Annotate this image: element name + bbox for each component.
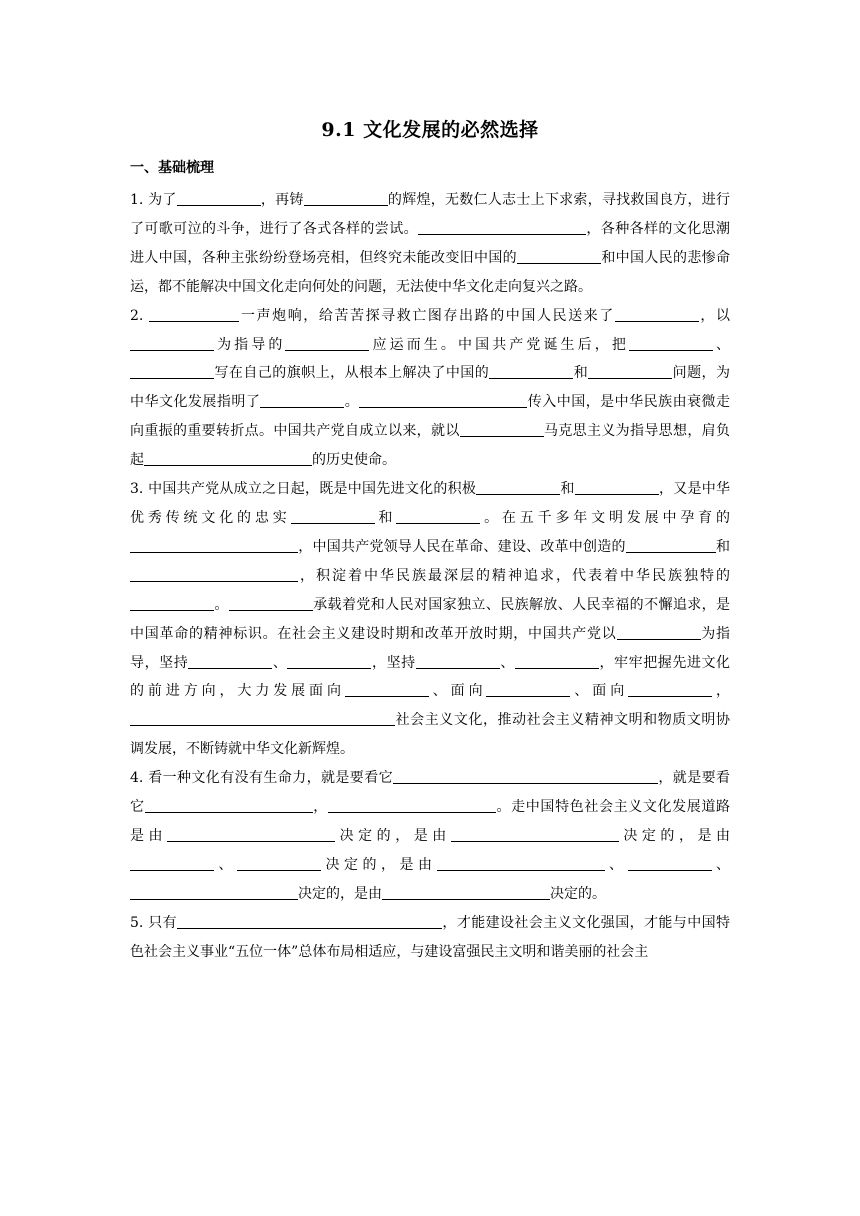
question-text: 和 [374, 509, 397, 526]
question-text: 2. [130, 307, 144, 324]
question-text: ， [312, 799, 328, 816]
fill-blank[interactable] [177, 191, 261, 206]
question-text: ，就是要看它 [130, 770, 730, 816]
question-text: 决定的，是由 [321, 856, 437, 873]
question-text: 承载着党和人民对国家独立、民族解放、人民幸福的不懈追求，是中国革命的精神标识。在社会主义建设时期和改革开放时期，中国共产党以 [130, 596, 731, 642]
fill-blank[interactable] [345, 682, 429, 697]
fill-blank[interactable] [130, 336, 214, 351]
fill-blank[interactable] [287, 654, 371, 669]
fill-blank[interactable] [617, 625, 701, 640]
question-4 [130, 764, 730, 909]
question-text: ，坚持 [371, 654, 416, 671]
question-text: 和 [560, 481, 575, 498]
fill-blank[interactable] [517, 249, 601, 264]
question-2 [130, 302, 730, 475]
question-text: 和 [715, 538, 731, 555]
question-text: ，中国共产党领导人民在革命、建设、改革中创造的 [298, 538, 626, 555]
page-title: 9.1 文化发展的必然选择 [321, 119, 539, 141]
question-text: 4. 看一种文化有没有生命力，就是要看它 [130, 770, 393, 787]
fill-blank[interactable] [130, 856, 214, 871]
fill-blank[interactable] [393, 769, 658, 784]
fill-blank[interactable] [629, 336, 713, 351]
fill-blank[interactable] [145, 798, 313, 813]
fill-blank[interactable] [615, 307, 699, 322]
question-1 [130, 186, 730, 302]
fill-blank[interactable] [144, 451, 312, 466]
question-text: 、 [499, 654, 515, 671]
fill-blank[interactable] [130, 711, 395, 726]
question-text: ，再铸 [260, 192, 304, 208]
question-text: 决定的，是由 [618, 827, 731, 844]
fill-blank[interactable] [628, 856, 712, 871]
fill-blank[interactable] [130, 596, 214, 611]
fill-blank[interactable] [575, 480, 659, 495]
question-text: 、面向 [428, 683, 487, 700]
question-text: 和中国人民的悲惨命运，都不能解决中国文化走向何处的问题，无法使中华文化走向复兴之路。 [130, 249, 730, 295]
fill-blank[interactable] [515, 654, 599, 669]
fill-blank[interactable] [437, 856, 605, 871]
fill-blank[interactable] [328, 798, 496, 813]
fill-blank[interactable] [588, 364, 672, 379]
question-text: 为指导的 [214, 336, 286, 353]
question-text: 一声炮响，给苦苦探寻救亡图存出路的中国人民送来了 [239, 307, 615, 324]
fill-blank[interactable] [260, 393, 344, 408]
fill-blank[interactable] [304, 191, 388, 206]
question-text: 应运而生。中国共产党诞生后，把 [369, 336, 629, 353]
question-text: 、面向 [570, 683, 629, 700]
question-list [130, 186, 730, 966]
fill-blank[interactable] [359, 393, 527, 408]
fill-blank[interactable] [396, 509, 480, 524]
fill-blank[interactable] [489, 364, 573, 379]
question-text: 和 [573, 365, 589, 382]
fill-blank[interactable] [149, 307, 239, 322]
question-text: 、 [272, 654, 288, 671]
fill-blank[interactable] [382, 885, 550, 900]
question-3 [130, 475, 730, 764]
question-text: 3. 中国共产党从成立之日起，既是中国先进文化的积极 [130, 481, 477, 498]
fill-blank[interactable] [188, 654, 272, 669]
question-text: ，才能建设社会主义文化强国，才能与中国特色社会主义事业“五位一体”总体布局相适应，与建设富强民主文明和谐美丽的社会主 [130, 914, 731, 960]
fill-blank[interactable] [285, 336, 369, 351]
fill-blank[interactable] [451, 827, 619, 842]
fill-blank[interactable] [130, 364, 214, 379]
fill-blank[interactable] [177, 914, 442, 929]
question-text: 的辉煌，无数仁人志士上下求索，寻找救国良方，进行了可歌可泣的斗争，进行了各式各样的尝试。 [130, 192, 731, 237]
question-text: 马克思主义为指导思想，肩负起 [130, 423, 731, 469]
fill-blank[interactable] [460, 422, 544, 437]
question-text: ，积淀着中华民族最深层的精神追求，代表着中华民族独特的 [298, 567, 730, 584]
question-text: ，以 [698, 307, 730, 324]
question-text: 、 [711, 856, 730, 873]
fill-blank[interactable] [418, 220, 586, 235]
fill-blank[interactable] [229, 596, 313, 611]
question-text: ， [712, 683, 731, 700]
question-text: 、 [712, 336, 731, 353]
question-text: 。 [344, 394, 360, 411]
question-text: 为指导，坚持 [130, 625, 731, 671]
fill-blank[interactable] [130, 538, 298, 553]
question-text: 的历史使命。 [312, 452, 396, 469]
section-heading: 一、基础梳理 [130, 160, 214, 176]
question-text: 。 [214, 596, 229, 613]
question-text: 传入中国，是中华民族由衰微走向重振的重要转折点。中国共产党自成立以来，就以 [130, 394, 731, 440]
fill-blank[interactable] [167, 827, 335, 842]
fill-blank[interactable] [237, 856, 321, 871]
question-text: 社会主义文化，推动社会主义精神文明和物质文明协调发展，不断铸就中华文化新辉煌。 [130, 712, 730, 758]
question-text: 决定的，是由 [335, 827, 451, 844]
question-text: ，又是中华优秀传统文化的忠实 [130, 481, 731, 526]
fill-blank[interactable] [416, 654, 500, 669]
question-text: ，各种各样的文化思潮进人中国，各种主张纷纷登场亮相，但终究未能改变旧中国的 [130, 220, 730, 266]
fill-blank[interactable] [626, 538, 716, 553]
question-text: 问题，为中华文化发展指明了 [130, 365, 731, 411]
fill-blank[interactable] [130, 885, 298, 900]
question-text: 决定的。 [550, 885, 606, 902]
question-text: 1. 为了 [130, 192, 177, 208]
question-text: 5. 只有 [130, 914, 178, 931]
question-text: 。走中国特色社会主义文化发展道路是由 [130, 799, 731, 844]
question-text: 、 [604, 856, 628, 873]
fill-blank[interactable] [628, 682, 712, 697]
question-5 [130, 909, 730, 967]
question-text: 、 [214, 856, 237, 873]
question-text: 决定的，是由 [298, 885, 382, 902]
fill-blank[interactable] [130, 567, 298, 582]
fill-blank[interactable] [291, 509, 375, 524]
question-text: ，牢牢把握先进文化的前进方向，大力发展面向 [130, 654, 731, 700]
question-text: 写在自己的旗帜上，从根本上解决了中国的 [214, 365, 490, 382]
fill-blank[interactable] [486, 682, 570, 697]
question-text: 。在五千多年文明发展中孕育的 [480, 509, 731, 526]
fill-blank[interactable] [476, 480, 560, 495]
